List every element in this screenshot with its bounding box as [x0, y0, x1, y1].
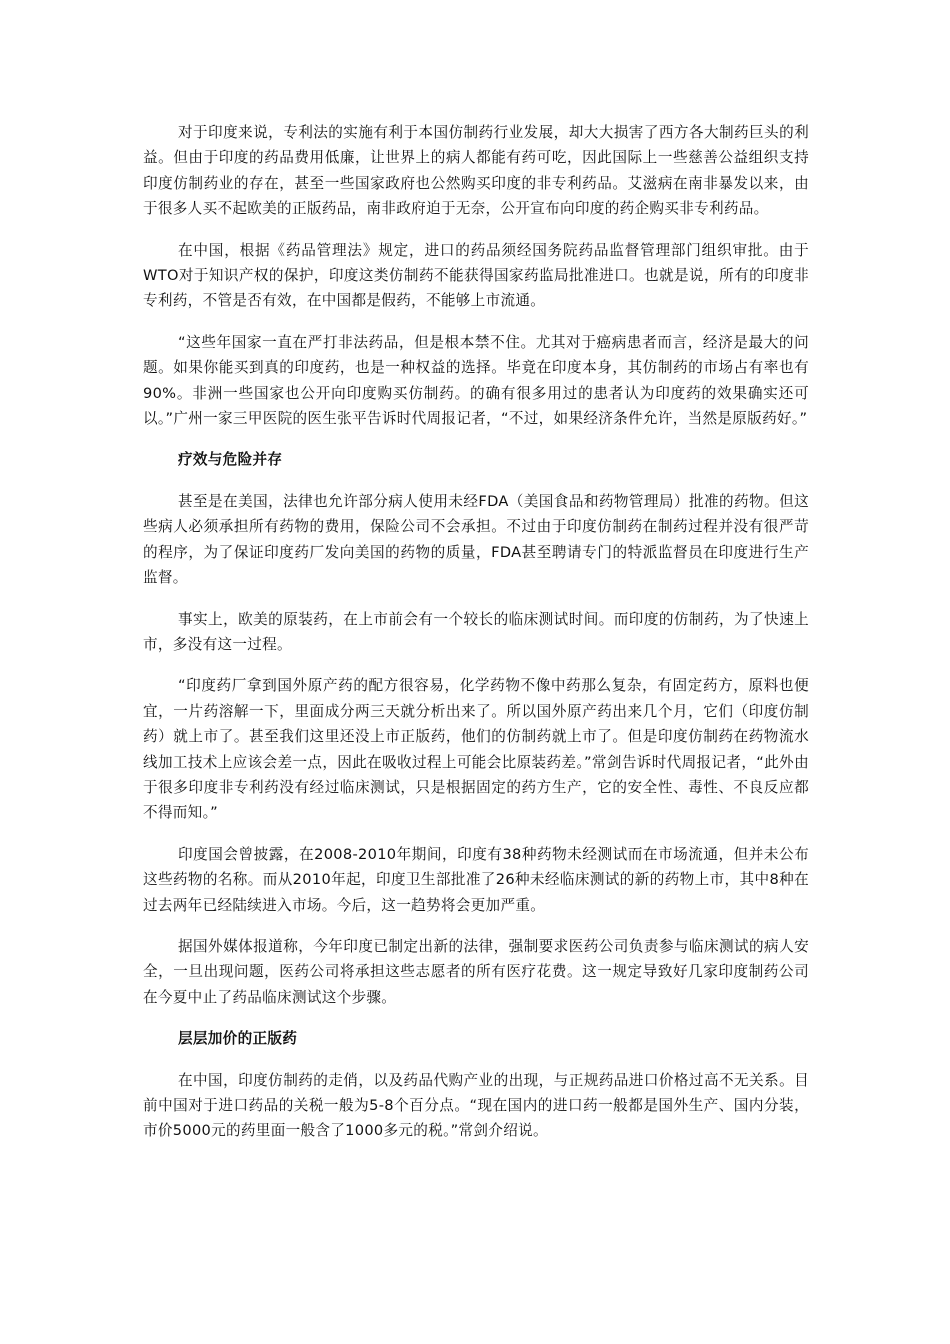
paragraph-china-regulation: 在中国，根据《药品管理法》规定，进口的药品须经国务院药品监督管理部门组织审批。由于WTO对于知识产权的保护，印度这类仿制药不能获得国家药监局批准进口。也就是说，所有的印度非专利药，不管是否有效，在中国都是假药，不能够上市流通。 [143, 241, 809, 310]
paragraph-new-law: 据国外媒体报道称，今年印度已制定出新的法律，强制要求医药公司负责参与临床测试的病人安全，一旦出现问题，医药公司将承担这些志愿者的所有医疗花费。这一规定导致好几家印度制药公司在今夏中止了药品临床测试这个步骤。 [143, 937, 809, 1006]
section-heading-price-markup: 层层加价的正版药 [178, 1030, 298, 1048]
paragraph-doctor-quote: “这些年国家一直在严打非法药品，但是根本禁不住。尤其对于癌病患者而言，经济是最大的问题。如果你能买到真的印度药，也是一种权益的选择。毕竟在印度本身，其仿制药的市场占有率也有90%。非洲一些国家也公开向印度购买仿制药。的确有很多用过的患者认为印度药的效果确实还可以。”广州一家三甲医院的医生张平告诉时代周报记者，“不过，如果经济条件允许，当然是原版药好。” [143, 333, 809, 428]
paragraph-usa-fda: 甚至是在美国，法律也允许部分病人使用未经FDA（美国食品和药物管理局）批准的药物。但这些病人必须承担所有药物的费用，保险公司不会承担。不过由于印度仿制药在制药过程并没有很严苛的程序，为了保证印度药厂发向美国的药物的质量，FDA甚至聘请专门的特派监督员在印度进行生产监督。 [143, 492, 809, 587]
paragraph-chang-jian-quote: “印度药厂拿到国外原产药的配方很容易，化学药物不像中药那么复杂，有固定药方，原料也便宜，一片药溶解一下，里面成分两三天就分析出来了。所以国外原产药出来几个月，它们（印度仿制药）就上市了。甚至我们这里还没上市正版药，他们的仿制药就上市了。但是印度仿制药在药物流水线加工技术上应该会差一点，因此在吸收过程上可能会比原装药差。”常剑告诉时代周报记者，“此外由于很多印度非专利药没有经过临床测试，只是根据固定的药方生产，它的安全性、毒性、不良反应都不得而知。” [143, 677, 809, 822]
paragraph-parliament-disclosure: 印度国会曾披露，在2008-2010年期间，印度有38种药物未经测试而在市场流通，但并未公布这些药物的名称。而从2010年起，印度卫生部批准了26种未经临床测试的新的药物上市，其中8种在过去两年已经陆续进入市场。今后，这一趋势将会更加严重。 [143, 845, 809, 914]
document-body [143, 120, 809, 1160]
paragraph-patent-law: 对于印度来说，专利法的实施有利于本国仿制药行业发展，却大大损害了西方各大制药巨头的利益。但由于印度的药品费用低廉，让世界上的病人都能有药可吃，因此国际上一些慈善公益组织支持印度仿制药业的存在，甚至一些国家政府也公然购买印度的非专利药品。艾滋病在南非暴发以来，由于很多人买不起欧美的正版药品，南非政府迫于无奈，公开宣布向印度的药企购买非专利药品。 [143, 124, 809, 218]
paragraph-clinical-test: 事实上，欧美的原装药，在上市前会有一个较长的临床测试时间。而印度的仿制药，为了快速上市，多没有这一过程。 [143, 610, 809, 653]
paragraph-import-tax: 在中国，印度仿制药的走俏，以及药品代购产业的出现，与正规药品进口价格过高不无关系。目前中国对于进口药品的关税一般为5-8个百分点。“现在国内的进口药一般都是国外生产、国内分装，市价5000元的药里面一般含了1000多元的税。”常剑介绍说。 [143, 1071, 809, 1140]
section-heading-efficacy-risk: 疗效与危险并存 [178, 451, 283, 469]
